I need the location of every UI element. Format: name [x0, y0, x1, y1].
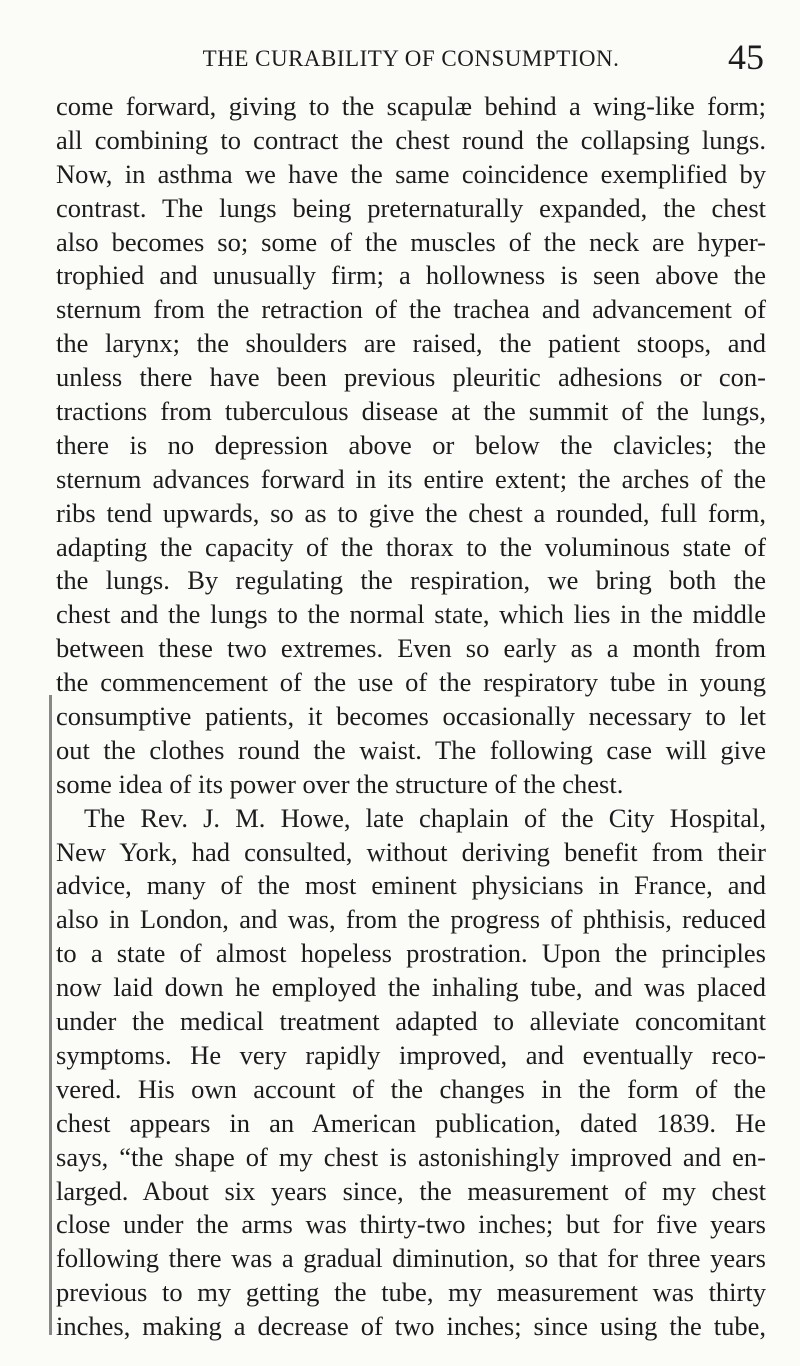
text-line: inches, making a decrease of two inches; since using the tube,: [56, 1311, 766, 1342]
text-line: some idea of its power over the structure of the chest.: [56, 768, 624, 799]
text-line: the commencement of the use of the respiratory tube in young: [56, 667, 766, 698]
text-line: contrast. The lungs being preternaturally expanded, the chest: [56, 192, 766, 223]
text-line: says, “the shape of my chest is astonishingly improved and en-: [56, 1141, 766, 1172]
text-line: chest appears in an American publication, dated 1839. He: [56, 1107, 766, 1138]
running-title: THE CURABILITY OF CONSUMPTION.: [202, 46, 620, 71]
text-line: under the medical treatment adapted to alleviate concomitant: [56, 1006, 766, 1037]
text-line: adapting the capacity of the thorax to the voluminous state of: [56, 531, 766, 562]
page-number: 45: [728, 37, 764, 77]
text-line: sternum advances forward in its entire extent; the arches of the: [56, 463, 766, 494]
text-line: New York, had consulted, without deriving benefit from their: [56, 836, 766, 867]
text-line: also becomes so; some of the muscles of the neck are hyper-: [56, 226, 766, 257]
text-line: vered. His own account of the changes in the form of the: [56, 1073, 766, 1104]
text-line: consumptive patients, it becomes occasionally necessary to let: [56, 701, 766, 732]
text-line: close under the arms was thirty-two inches; but for five years: [56, 1209, 766, 1240]
text-line: ribs tend upwards, so as to give the chest a rounded, full form,: [56, 497, 766, 528]
text-line: larged. About six years since, the measurement of my chest: [56, 1175, 766, 1206]
page-edge-shadow: [49, 695, 52, 1335]
text-line: to a state of almost hopeless prostration. Upon the principles: [56, 938, 766, 969]
text-line: the larynx; the shoulders are raised, the patient stoops, and: [56, 328, 766, 359]
text-line: there is no depression above or below the clavicles; the: [56, 429, 766, 460]
text-line: now laid down he employed the inhaling tube, and was placed: [56, 972, 766, 1003]
body-text: [56, 90, 766, 1344]
text-line: sternum from the retraction of the trachea and advancement of: [56, 294, 766, 325]
text-line: trophied and unusually firm; a hollowness is seen above the: [56, 260, 766, 291]
text-line: unless there have been previous pleuritic adhesions or con-: [56, 362, 766, 393]
text-line: also in London, and was, from the progress of phthisis, reduced: [56, 904, 766, 935]
text-line: Now, in asthma we have the same coincidence exemplified by: [56, 158, 766, 189]
text-line: tractions from tuberculous disease at the summit of the lungs,: [56, 396, 766, 427]
text-line: chest and the lungs to the normal state, which lies in the middle: [56, 599, 766, 630]
text-line: previous to my getting the tube, my measurement was thirty: [56, 1277, 766, 1308]
page-header: [58, 38, 764, 78]
text-line: the lungs. By regulating the respiration, we bring both the: [56, 565, 766, 596]
text-line: between these two extremes. Even so early as a month from: [56, 633, 766, 664]
text-line: come forward, giving to the scapulæ behind a wing-like form;: [56, 91, 766, 121]
text-line: out the clothes round the waist. The following case will give: [56, 734, 766, 765]
text-line: following there was a gradual diminution, so that for three years: [56, 1243, 766, 1274]
text-line: all combining to contract the chest round the collapsing lungs.: [56, 124, 766, 155]
paragraph-start-line: The Rev. J. M. Howe, late chaplain of the City Hospital,: [84, 802, 766, 833]
text-line: advice, many of the most eminent physicians in France, and: [56, 870, 766, 901]
text-line: symptoms. He very rapidly improved, and eventually reco-: [56, 1039, 766, 1070]
